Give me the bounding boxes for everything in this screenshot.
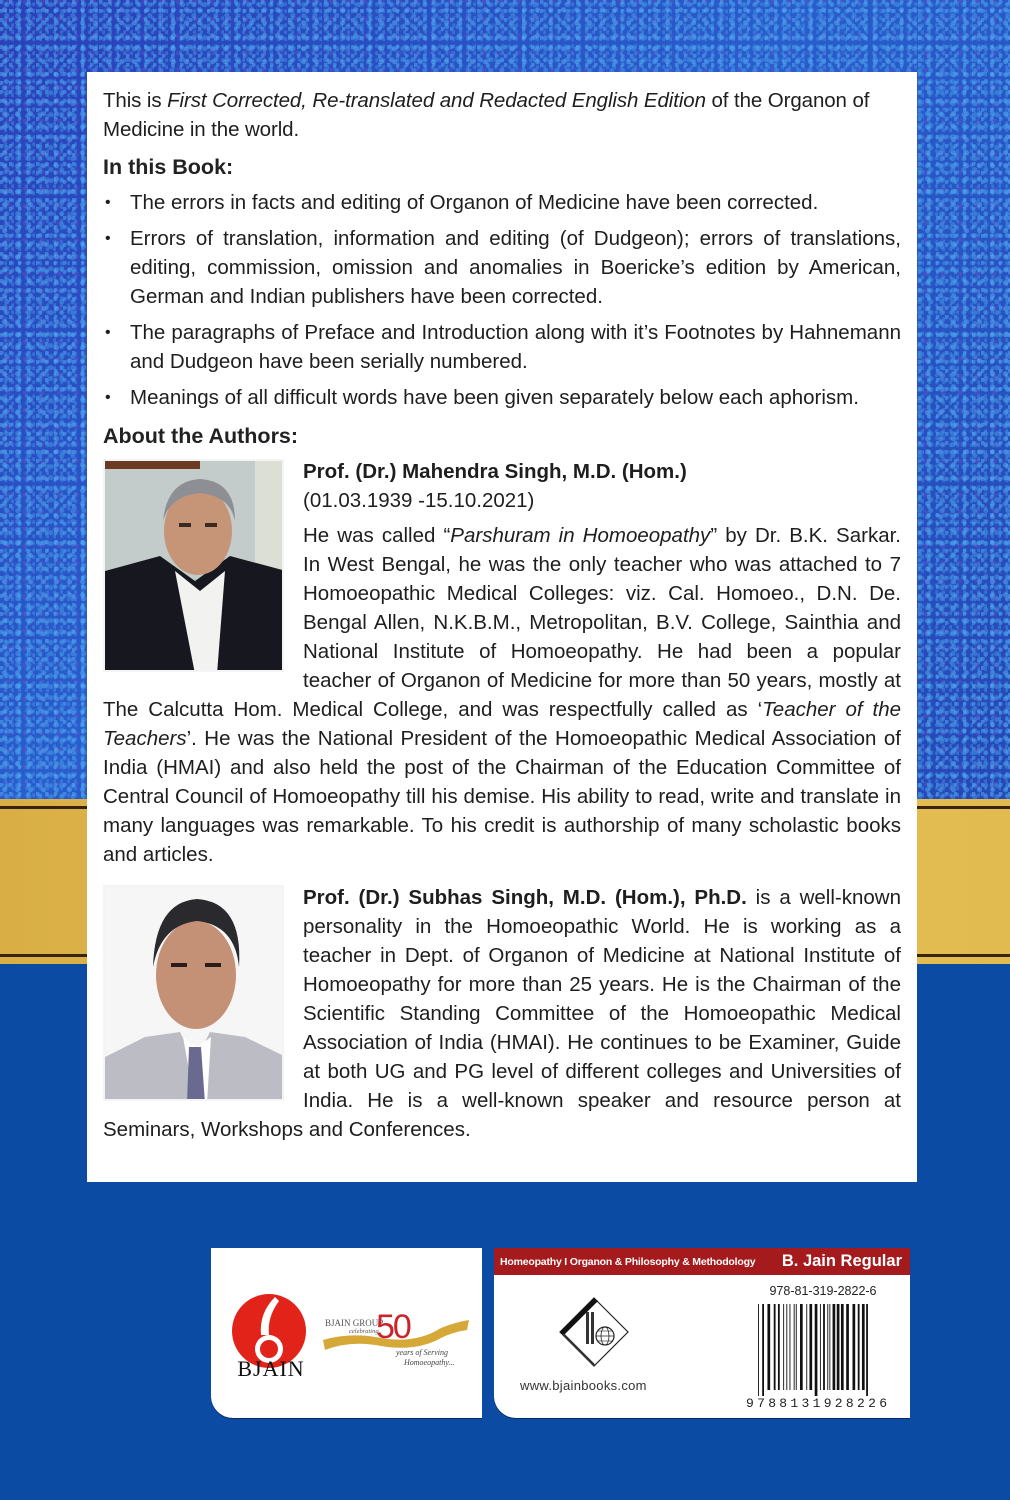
barcode-bar: [846, 1304, 849, 1390]
author-bio: Prof. (Dr.) Subhas Singh, M.D. (Hom.), Ph.D. is a well-known personality in the Homoeopathic World. He is working as a teacher in Dept. of Organon of Medicine at National Institute of Homoeopathy for more than 25 years. He is the Chairman of the Scientific Standing Committee of the Homoeopathic Medical Association of India (HMAI). He continues to be Examiner, Guide at both UG and PG level of different colleges and Universities of India. He is a well-known speaker and resource person at Seminars, Workshops and Conferences.: [103, 886, 901, 1141]
barcode-bar: [774, 1304, 776, 1390]
barcode-bar: [778, 1304, 780, 1390]
barcode-bar: [806, 1304, 807, 1390]
portrait-photo-icon: [105, 461, 284, 672]
barcode-bar: [794, 1304, 795, 1390]
barcode-bar: [762, 1304, 764, 1396]
barcode-bar: [862, 1304, 865, 1390]
about-authors-heading: About the Authors:: [103, 424, 299, 448]
author-name: Prof. (Dr.) Mahendra Singh, M.D. (Hom.): [303, 460, 687, 483]
publisher-info-card: [494, 1248, 910, 1418]
barcode-bar: [823, 1304, 825, 1390]
author-name: Prof. (Dr.) Subhas Singh, M.D. (Hom.), Ph.D.: [303, 886, 747, 909]
category-bar: [494, 1248, 910, 1275]
series-name: B. Jain Regular: [781, 1252, 902, 1270]
publisher-website: www.bjainbooks.com: [520, 1378, 647, 1393]
barcode-bar: [820, 1304, 821, 1390]
barcode-bar: [796, 1304, 797, 1390]
author-bio: He was called “Parshuram in Homoeopathy” by Dr. B.K. Sarkar. In West Bengal, he was the only teacher who was attached to 7 Homoeopathic Medical Colleges: viz. Cal. Homoeo., D.N. De. Bengal Allen, N.K.B.M., Metropolitan, B.V. College, Sainthia and National Institute of Homoeopathy. He had been a popular teacher of Organon of Medicine for more than 50 years, mostly at The Calcutta Hom. Medical College, and was respectfully called as ‘Teacher of the Teachers’. He was the National President of the Homoeopathic Medical Association of India (HMAI) and also held the post of the Chairman of the Education Committee of Central Council of Homoeopathy till his demise. His ability to read, write and translate in many languages was remarkable. To his credit is authorship of many scholastic books and articles.: [103, 524, 902, 866]
barcode-bar: [829, 1304, 830, 1390]
barcode-digits: 9788131928226: [746, 1396, 891, 1411]
edition-emphasis: First Corrected, Re-translated and Redacted English Edition: [167, 89, 706, 112]
barcode-icon: [756, 1304, 898, 1396]
barcode-bar: [841, 1304, 844, 1390]
barcode-bar: [858, 1304, 860, 1390]
anniversary-badge: BJAIN GROUP celebrating 50 years of Serving Homoeopathy...: [321, 1306, 471, 1366]
barcode-bar: [758, 1304, 759, 1396]
barcode-bar: [809, 1304, 812, 1390]
portrait-photo-icon: [105, 887, 284, 1101]
author-photo-mahendra-singh: [103, 459, 284, 672]
barcode-bar: [786, 1304, 787, 1390]
barcode-bar: [767, 1304, 770, 1390]
author-photo-subhas-singh: [103, 885, 284, 1101]
isbn-label: 978-81-319-2822-6: [769, 1284, 877, 1298]
feature-item: • Errors of translation, information and editing (of Dudgeon); errors of translations, editing, commission, omission and anomalies in Boericke’s edition by American, German and Indian publishers have been corrected.: [103, 224, 901, 311]
feature-list: [103, 188, 901, 412]
feature-item: • The errors in facts and editing of Organon of Medicine have been corrected.: [103, 188, 901, 217]
in-this-book-heading: In this Book:: [103, 155, 234, 179]
book-globe-logo-icon: [558, 1296, 630, 1368]
author-mahendra-singh: [103, 457, 901, 869]
intro-paragraph: This is First Corrected, Re-translated and Redacted English Edition of the Organon of Medicine in the world.: [103, 89, 870, 141]
barcode-bar: [790, 1304, 791, 1390]
barcode-bar: [837, 1304, 840, 1390]
feature-item: • Meanings of all difficult words have been given separately below each aphorism.: [103, 383, 901, 412]
barcode-bar: [815, 1304, 818, 1396]
author-dates: (01.03.1939 -15.10.2021): [303, 489, 535, 512]
barcode-bar: [827, 1304, 828, 1390]
back-cover-text-panel: [87, 72, 917, 1182]
barcode-bar: [833, 1304, 836, 1390]
author-subhas-singh: [103, 883, 901, 1144]
feature-item: • The paragraphs of Preface and Introduction along with it’s Footnotes by Hahnemann and Dudgeon have been serially numbered.: [103, 318, 901, 376]
bjain-wordmark: BJAIN: [237, 1356, 305, 1381]
publisher-logo-card: [211, 1248, 482, 1418]
barcode-bar: [853, 1304, 856, 1390]
barcode-bar: [866, 1304, 868, 1396]
book-category: Homeopathy I Organon & Philosophy & Methodology: [500, 1255, 756, 1268]
barcode-bar: [783, 1304, 784, 1390]
barcode-bar: [800, 1304, 803, 1390]
